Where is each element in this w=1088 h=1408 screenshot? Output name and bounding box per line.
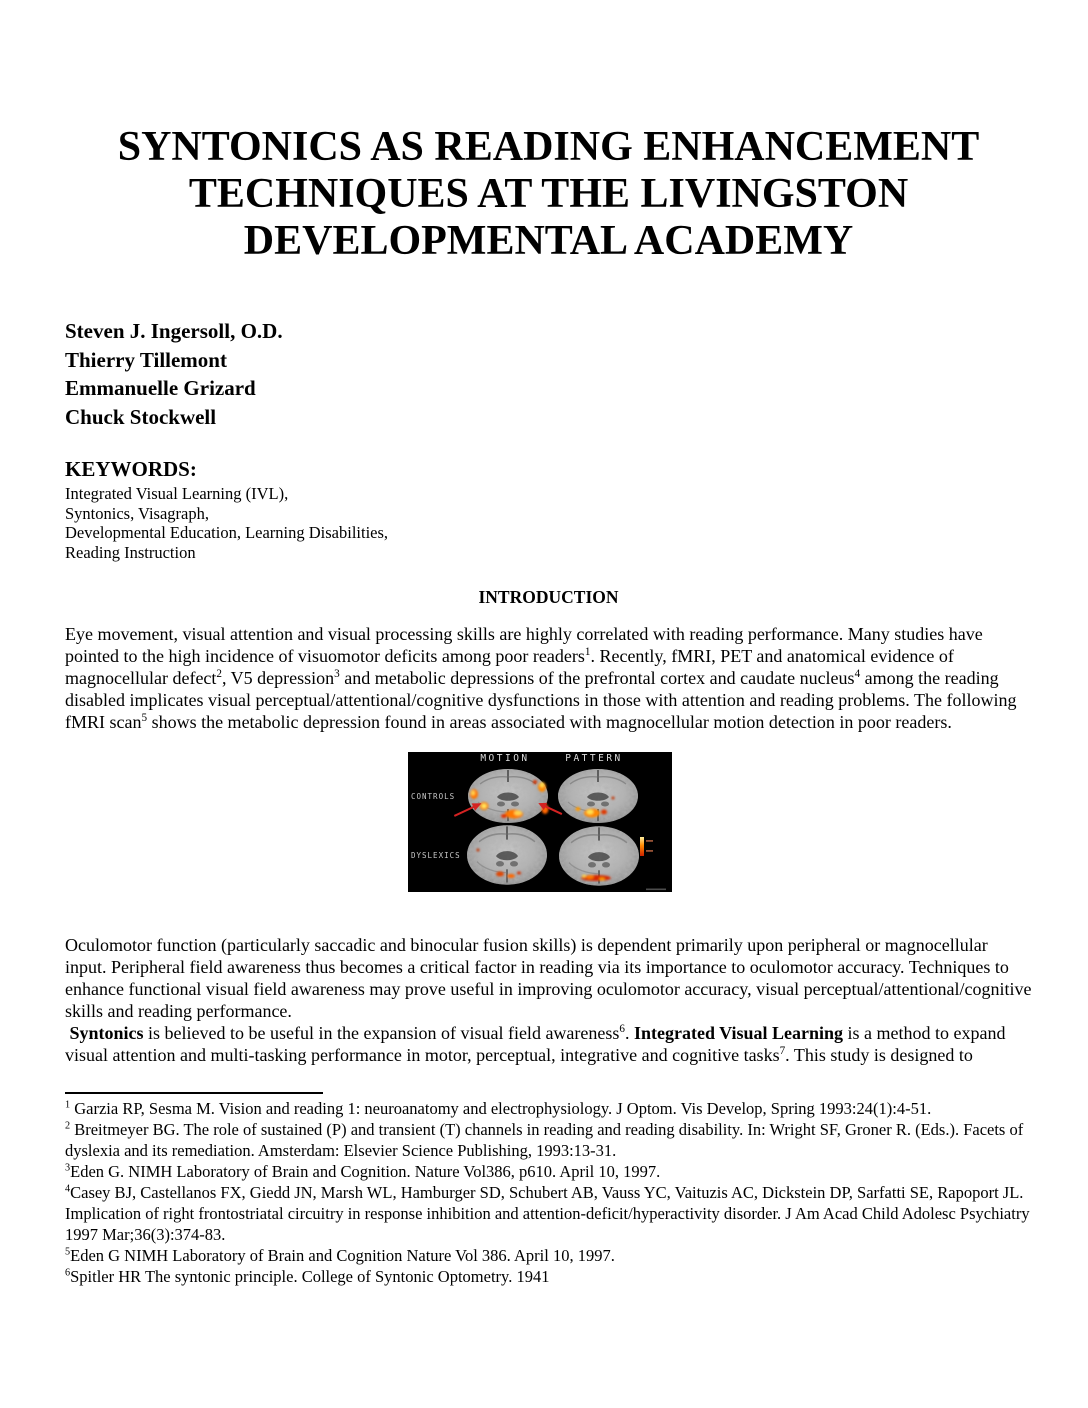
keyword-line: Syntonics, Visagraph, [65, 503, 209, 523]
footnote-separator [65, 1092, 323, 1094]
footnote [65, 1098, 1032, 1119]
text-run: Syntonics [69, 1023, 144, 1043]
author-name: Emmanuelle Grizard [65, 376, 256, 400]
text-run: is a method to expand visual attention and multi-tasking performance in motor, perceptual, integrative and cognitive tasks [65, 1023, 1010, 1065]
figure-row-label-dyslexics: DYSLEXICS [411, 851, 461, 860]
text-run: , V5 depression [222, 668, 335, 688]
title-line: DEVELOPMENTAL ACADEMY [243, 218, 854, 264]
paragraph-intro-1 [65, 623, 1032, 733]
footnote-list [65, 1098, 1032, 1287]
keywords-heading: KEYWORDS: [65, 457, 197, 481]
footnote-ref: 2 [216, 668, 222, 680]
footnote-ref: 1 [584, 646, 591, 658]
footnote-ref: 7 [779, 1045, 786, 1057]
fmri-figure [408, 752, 672, 892]
paragraph-syntonics [65, 1022, 1032, 1066]
text-run: . This study is designed to [785, 1045, 973, 1065]
author-name: Thierry Tillemont [65, 347, 227, 372]
text-run: shows the metabolic depression found in areas associated with magnocellular motion detection in poor readers. [147, 712, 952, 732]
footnote [65, 1245, 1032, 1266]
footnote-text: Breitmeyer BG. The role of sustained (P) and transient (T) channels in reading and reading disability. In: Wright SF, Groner R. (Eds.). Facets of dyslexia and its remediation. Amsterdam: Elsevier Science Publishing, 1993:13-31. [65, 1120, 1028, 1160]
paper-title [65, 124, 1032, 265]
text-run: Integrated Visual Learning [633, 1023, 843, 1043]
brain-dyslexics-pattern [559, 826, 639, 885]
figure-col-label-pattern: PATTERN [565, 753, 623, 764]
footnote-ref: 3 [334, 668, 340, 680]
text-run: and metabolic depressions of the prefrontal cortex and caudate nucleus [339, 668, 855, 688]
footnote-number: 1 [65, 1099, 71, 1111]
footnote-number: 5 [65, 1246, 71, 1258]
footnote-text: Spitler HR The syntonic principle. College of Syntonic Optometry. 1941 [70, 1267, 550, 1286]
brain-controls-pattern [558, 769, 638, 823]
footnote-number: 4 [65, 1183, 71, 1195]
keywords-list [65, 484, 1032, 562]
brain-controls-motion [468, 769, 549, 823]
footnote [65, 1119, 1032, 1161]
title-line: TECHNIQUES AT THE LIVINGSTON [188, 171, 909, 217]
footnote [65, 1182, 1032, 1245]
author-list [65, 317, 1032, 431]
page-content [0, 124, 1088, 1287]
footnote [65, 1266, 1032, 1287]
footnote-number: 3 [65, 1162, 71, 1174]
text-run: . [624, 1023, 634, 1043]
title-line: SYNTONICS AS READING ENHANCEMENT [117, 124, 980, 170]
text-run: is believed to be useful in the expansion of visual field awareness [143, 1023, 620, 1043]
section-heading-introduction: INTRODUCTION [478, 587, 619, 607]
footnote [65, 1161, 1032, 1182]
text-run: Eye movement, visual attention and visual processing skills are highly correlated with reading performance. Many studies have pointed to the high incidence of visuomotor deficits among poor readers [65, 624, 988, 666]
figure-row-label-controls: CONTROLS [411, 792, 456, 801]
footnote-text: Eden G NIMH Laboratory of Brain and Cognition Nature Vol 386. April 10, 1997. [70, 1246, 615, 1265]
figure-col-label-motion: MOTION [480, 753, 530, 764]
author-name: Chuck Stockwell [65, 404, 217, 429]
author-name: Steven J. Ingersoll, O.D. [65, 319, 283, 343]
footnote-ref: 6 [619, 1023, 625, 1035]
footnote-ref: 4 [854, 668, 861, 680]
footnote-text: Garzia RP, Sesma M. Vision and reading 1: neuroanatomy and electrophysiology. J Optom. Vis Develop, Spring 1993:24(1):4-51. [70, 1099, 932, 1118]
footnote-number: 2 [65, 1120, 71, 1132]
brain-dyslexics-motion [467, 825, 547, 884]
text-run: . Recently, fMRI, PET and anatomical evidence of magnocellular defect [65, 646, 959, 688]
footnote-number: 6 [65, 1267, 71, 1279]
footnote-text: Eden G. NIMH Laboratory of Brain and Cognition. Nature Vol386, p610. April 10, 1997. [70, 1162, 661, 1181]
paragraph-oculomotor [65, 934, 1036, 1022]
text-run: Oculomotor function (particularly saccadic and binocular fusion skills) is dependent primarily upon peripheral or magnocellular input. Peripheral field awareness thus becomes a critical factor in reading via its importance to oculomotor accuracy. Techniques to enhance functional visual field awareness may prove useful in improving oculomotor accuracy, visual perceptual/attentional/cognitive skills and reading performance. [65, 935, 1036, 1021]
fmri-scan-image [408, 752, 672, 892]
keyword-line: Integrated Visual Learning (IVL), [65, 484, 289, 503]
keyword-line: Developmental Education, Learning Disabilities, [65, 523, 389, 542]
footnote-text: Casey BJ, Castellanos FX, Giedd JN, Marsh WL, Hamburger SD, Schubert AB, Vauss YC, Vaituzis AC, Dickstein DP, Sarfatti SE, Rapoport JL. Implication of right frontostriatal circuitry in response inhibition and attention-deficit/hyperactivity disorder. J Am Acad Child Adolesc Psychiatry 1997 Mar;36(3):374-83. [65, 1183, 1034, 1244]
figure-edge-artifact [646, 889, 666, 891]
text-run: among the reading disabled implicates visual perceptual/attentional/cognitive dysfunctions in those with attention and reading problems. The following fMRI scan [65, 668, 1021, 732]
footnote-ref: 5 [141, 712, 148, 724]
keyword-line: Reading Instruction [65, 542, 196, 562]
